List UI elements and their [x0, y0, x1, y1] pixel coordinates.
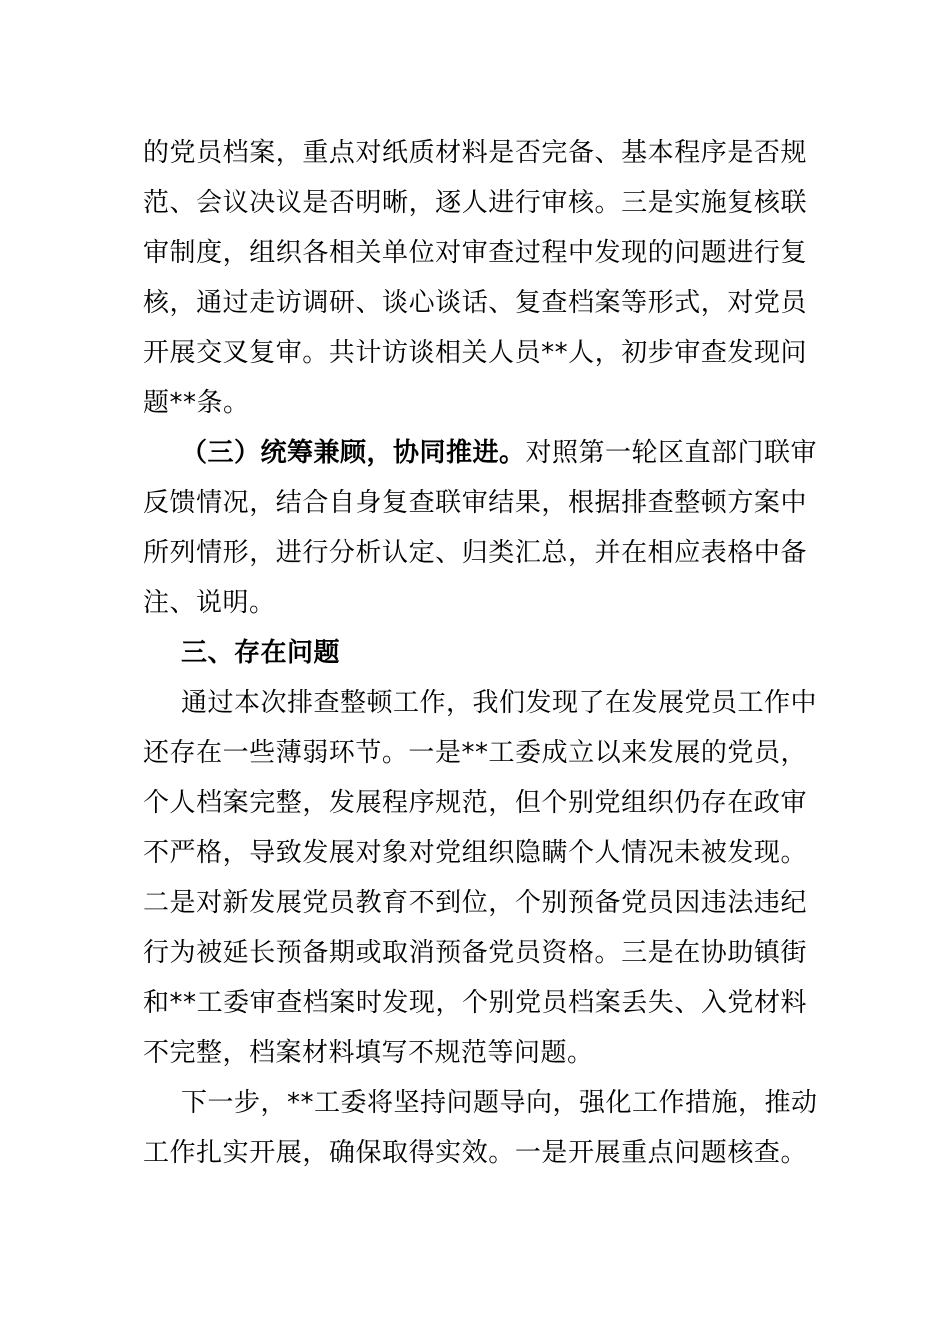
text-line: 所列情形，进行分析认定、归类汇总，并在相应表格中备 [143, 538, 807, 568]
text-line: 行为被延长预备期或取消预备党员资格。三是在协助镇街 [143, 938, 807, 968]
text-line: 不严格，导致发展对象对党组织隐瞒个人情况未被发现。 [143, 838, 807, 868]
document-body [143, 128, 818, 1178]
text-line: 下一步，**工委将坚持问题导向，强化工作措施，推动 [181, 1088, 818, 1118]
text-line: 审制度，组织各相关单位对审查过程中发现的问题进行复 [143, 238, 807, 268]
text-line: 通过本次排查整顿工作，我们发现了在发展党员工作中 [181, 688, 818, 718]
text-line: 注、说明。 [143, 588, 276, 618]
subsection-heading: （三）统筹兼顾，协同推进。 [181, 438, 526, 468]
text-line: 二是对新发展党员教育不到位，个别预备党员因违法违纪 [143, 888, 807, 918]
text-line: 题**条。 [143, 388, 250, 418]
text-line: 还存在一些薄弱环节。一是**工委成立以来发展的党员， [143, 738, 807, 768]
text-line: 核，通过走访调研、谈心谈话、复查档案等形式，对党员 [143, 288, 807, 318]
text-line: 范、会议决议是否明晰，逐人进行审核。三是实施复核联 [143, 188, 807, 218]
section-heading: 三、存在问题 [181, 638, 341, 668]
text-line: 开展交叉复审。共计访谈相关人员**人，初步审查发现问 [143, 338, 807, 368]
text-line: 和**工委审查档案时发现，个别党员档案丢失、入党材料 [143, 988, 807, 1018]
text-line: 反馈情况，结合自身复查联审结果，根据排查整顿方案中 [143, 488, 807, 518]
text-line: 的党员档案，重点对纸质材料是否完备、基本程序是否规 [143, 138, 807, 168]
subsection-paragraph-start [143, 428, 818, 478]
text-line: 工作扎实开展，确保取得实效。一是开展重点问题核查。 [143, 1138, 807, 1168]
text-line: 个人档案完整，发展程序规范，但个别党组织仍存在政审 [143, 788, 807, 818]
subsection-text: 对照第一轮区直部门联审 [525, 438, 818, 468]
text-line: 不完整，档案材料填写不规范等问题。 [143, 1038, 594, 1068]
